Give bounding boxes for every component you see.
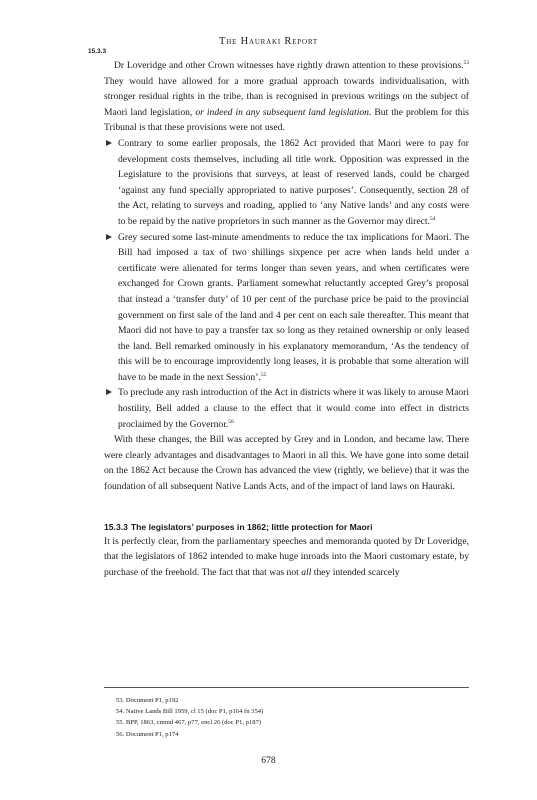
footnote: 55. BPP, 1863, cmmd 467, p77, encl 26 (doc P1, p187): [116, 719, 262, 727]
footnote-ref: 55: [260, 371, 267, 378]
intro-paragraph: Dr Loveridge and other Crown witnesses have rightly drawn attention to these provisions.$^{53}$ They would have allowed for a more gradual approach towards individualisation, with stronger residual rights in the tribe, than is recognised in previous writings on the subject of Maori land legislation, or indeed in any subsequent land legislation. But the problem for this Tribunal is that these provisions were not used.: [104, 60, 469, 134]
footnote: 53. Document P1, p192: [116, 697, 179, 704]
subsection-number: 15.3.3: [104, 521, 128, 532]
footnote: 54. Native Lands Bill 1959, cl 15 (doc P1, p164 fn 354): [116, 708, 264, 716]
body-text: [104, 58, 469, 580]
closing-paragraph: With these changes, the Bill was accepted by Grey and in London, and became law. There were clearly advantages and disadvantages to Maori in all this. We have gone into some detail on the 1862 Act because the Crown has advanced the view (rightly, we believe) that it was the foundation of all subsequent Native Lands Acts, and of the impact of land laws on Hauraki.: [104, 434, 469, 493]
footnote-ref: 54: [429, 215, 436, 222]
emphasis: all: [301, 566, 312, 578]
section-reference: 15.3.3: [88, 48, 107, 55]
subsection-heading: [104, 520, 469, 534]
footnote-divider: [104, 687, 469, 688]
bullet-item: Grey secured some last-minute amendments to reduce the tax implications for Maori. The Bill had imposed a tax of two shillings sixpence per acre when lands held under a certificate were alienated for terms longer than seven years, and when certificates were exchanged for Crown grants. Parliament somewhat reluctantly accepted Grey’s proposal that instead a ‘transfer duty’ of 10 per cent of the purchase price be paid to the provincial government on first sale of the land and 4 per cent on each sale thereafter. This meant that Maori did not have to pay a transfer tax so long as they retained ownership or only leased the land. Bell remarked ominously in his explanatory memorandum, ‘As the tendency of this will be to encourage improvidently long leases, it is probable that some alteration will have to be made in the next Session’.$^{55}$: [104, 230, 469, 386]
footnotes: [116, 695, 466, 740]
bullet-item: Contrary to some earlier proposals, the 1862 Act provided that Maori were to pay for development costs themselves, including all title work. Opposition was expressed in the Legislature to the provisions that surveys, at least of reserved lands, could be charged ‘against any fund specially appropriated to native purposes’. Consequently, section 28 of the Act, relating to surveys and roading, applied to ‘any Native lands’ and any costs were to be repaid by the native proprietors in such manner as the Governor may direct.$^{54}$: [104, 136, 469, 230]
triangle-bullet-icon: [106, 140, 112, 146]
footnote: 56. Document P1, p174: [116, 730, 179, 738]
subsection-title: The legislators’ purposes in 1862; little protection for Maori: [130, 521, 373, 532]
subsection-paragraph: It is perfectly clear, from the parliamentary speeches and memoranda quoted by Dr Loveridge, that the legislators of 1862 intended to make huge inroads into the Maori customary estate, by purchase of the freehold. The fact that that was not all they intended scarcely: [104, 535, 469, 578]
footnote-ref: 56: [228, 418, 234, 425]
bullet-item: To preclude any rash introduction of the Act in districts where it was likely to arouse Maori hostility, Bell added a clause to the effect that it would come into effect in districts proclaimed by the Governor.$^{56}$: [104, 385, 469, 432]
emphasis: or indeed in any subsequent land legislation.: [195, 106, 372, 118]
bullet-list: [104, 136, 469, 432]
footnote-ref: 53: [463, 60, 469, 66]
running-head: The Hauraki Report: [219, 36, 318, 47]
triangle-bullet-icon: [106, 234, 112, 240]
triangle-bullet-icon: [106, 389, 112, 395]
page-number: 678: [261, 755, 276, 766]
